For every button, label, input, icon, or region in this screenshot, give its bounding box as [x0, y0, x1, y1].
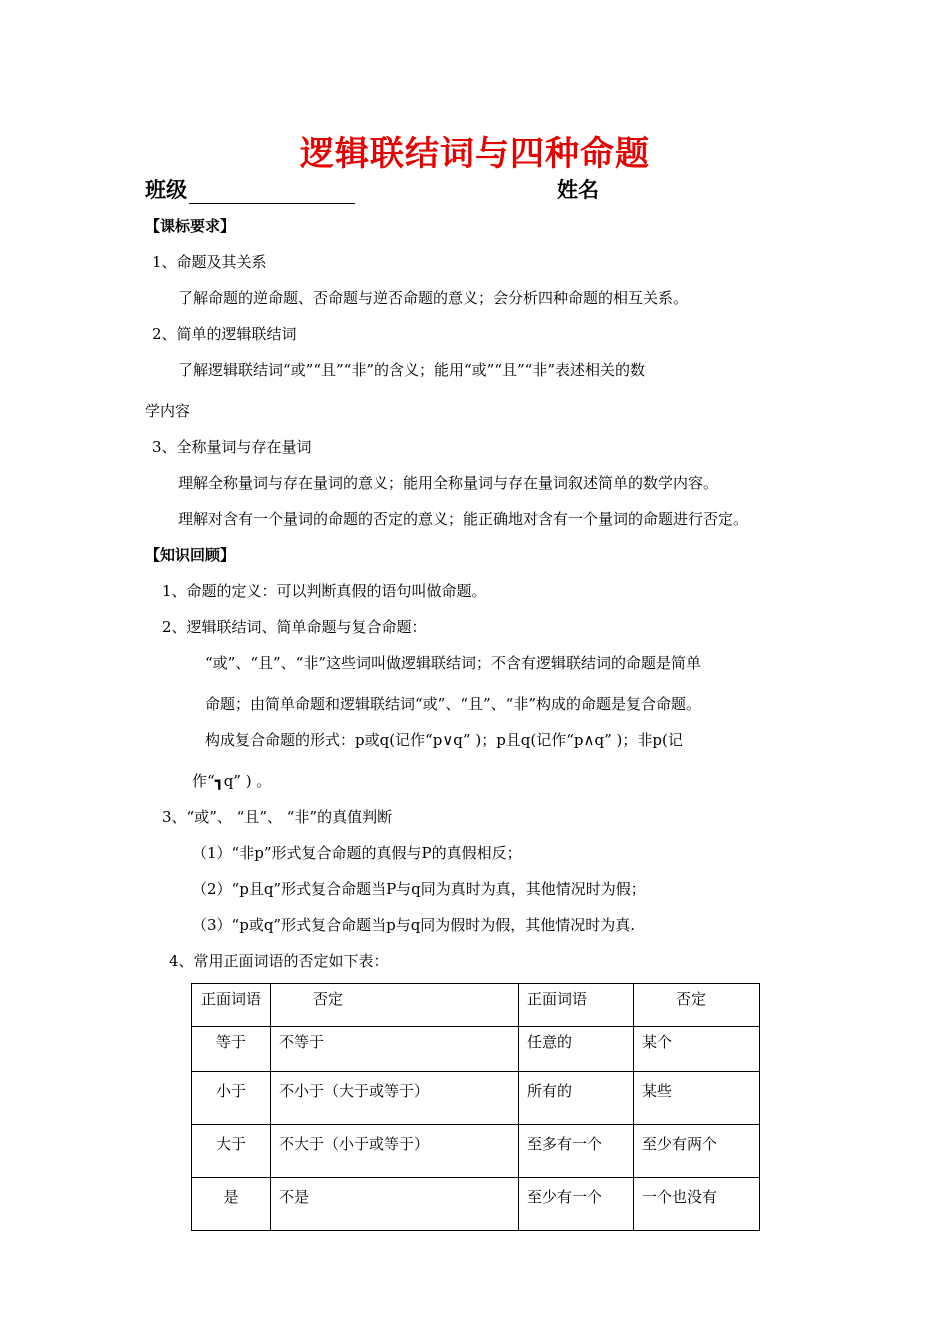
table-row — [192, 1125, 760, 1178]
table-cell: 不小于（大于或等于） — [271, 1072, 519, 1125]
text-line: 2、简单的逻辑联结词 — [152, 325, 297, 343]
class-blank[interactable] — [189, 183, 355, 204]
table-cell: 不是 — [271, 1178, 519, 1231]
table-row — [192, 1072, 760, 1125]
text-line: 命题；由简单命题和逻辑联结词“或”、“且”、“非”构成的命题是复合命题。 — [205, 695, 702, 713]
table-cell: 至少有两个 — [634, 1125, 760, 1178]
text-line: 作“┓q” ) 。 — [192, 772, 272, 790]
table-cell: 任意的 — [519, 1027, 634, 1072]
table-cell: 是 — [192, 1178, 271, 1231]
table-cell: 至多有一个 — [519, 1125, 634, 1178]
negation-table — [191, 983, 760, 1231]
table-header-cell: 否定 — [634, 984, 760, 1027]
page-title: 逻辑联结词与四种命题 — [300, 134, 650, 174]
text-line: （2）“p且q”形式复合命题当P与q同为真时为真，其他情况时为假； — [192, 880, 646, 898]
table-row — [192, 1178, 760, 1231]
table-cell: 一个也没有 — [634, 1178, 760, 1231]
text-line: 2、逻辑联结词、简单命题与复合命题： — [162, 618, 427, 636]
table-cell: 至少有一个 — [519, 1178, 634, 1231]
table-cell: 某个 — [634, 1027, 760, 1072]
table-header-row — [192, 984, 760, 1027]
text-line: 3、“或”、 “且”、 “非”的真值判断 — [162, 808, 393, 826]
section-heading-zshg: 【知识回顾】 — [145, 546, 236, 564]
name-label: 姓名 — [557, 178, 599, 202]
text-line: 构成复合命题的形式：p或q(记作“p∨q” )；p且q(记作“p∧q” )；非p(记 — [205, 731, 683, 749]
table-cell: 小于 — [192, 1072, 271, 1125]
table-cell: 某些 — [634, 1072, 760, 1125]
text-line: （1）“非p”形式复合命题的真假与P的真假相反； — [192, 844, 522, 862]
table-cell: 不大于（小于或等于） — [271, 1125, 519, 1178]
text-line: 1、命题的定义：可以判断真假的语句叫做命题。 — [162, 582, 487, 600]
text-line: 了解逻辑联结词“或”“且”“非”的含义；能用“或”“且”“非”表述相关的数 — [178, 361, 646, 379]
text-line: 3、全称量词与存在量词 — [152, 438, 312, 456]
table-cell: 大于 — [192, 1125, 271, 1178]
class-field — [145, 174, 355, 204]
text-line: 理解全称量词与存在量词的意义；能用全称量词与存在量词叙述简单的数学内容。 — [178, 474, 719, 492]
text-line: 学内容 — [145, 402, 191, 420]
table-row — [192, 1027, 760, 1072]
text-line: 1、命题及其关系 — [152, 253, 267, 271]
text-line: 了解命题的逆命题、否命题与逆否命题的意义；会分析四种命题的相互关系。 — [178, 289, 689, 307]
text-line: 4、常用正面词语的否定如下表： — [169, 952, 389, 970]
class-label: 班级 — [145, 178, 187, 202]
table-header-cell: 正面词语 — [519, 984, 634, 1027]
text-line: “或”、“且”、“非”这些词叫做逻辑联结词；不含有逻辑联结词的命题是简单 — [205, 654, 702, 672]
text-line: （3）“p或q”形式复合命题当p与q同为假时为假，其他情况时为真. — [192, 916, 636, 934]
table-header-cell: 正面词语 — [192, 984, 271, 1027]
table-header-cell: 否定 — [271, 984, 519, 1027]
table-cell: 等于 — [192, 1027, 271, 1072]
table-cell: 不等于 — [271, 1027, 519, 1072]
text-line: 理解对含有一个量词的命题的否定的意义；能正确地对含有一个量词的命题进行否定。 — [178, 510, 749, 528]
section-heading-kbyq: 【课标要求】 — [145, 217, 236, 235]
table-cell: 所有的 — [519, 1072, 634, 1125]
